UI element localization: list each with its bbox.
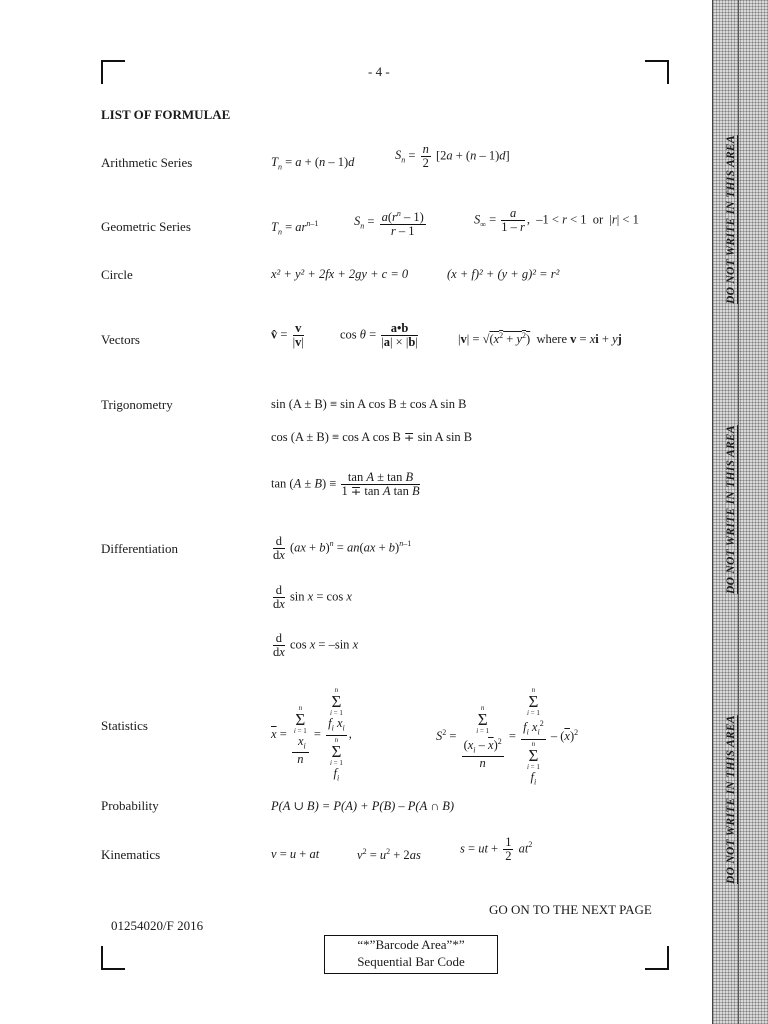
arithmetic-sum: $S_n$ = $\frac{n}{2}$ [2a + (n – 1)d] (395, 142, 510, 170)
vector-dot-product: cos θ = $\frac{a•b}{|a| \times |b|}$ (340, 321, 418, 349)
kinematics-displacement: s = ut + $\frac{1}{2}$ $at^2$ (460, 835, 533, 863)
label-vectors: Vectors (101, 332, 140, 347)
label-arithmetic: Arithmetic Series (101, 155, 193, 170)
margin-warning-middle: DO NOT WRITE IN THIS AREA (725, 425, 737, 595)
label-differentiation: Differentiation (101, 541, 179, 556)
label-kinematics: Kinematics (101, 847, 161, 862)
margin-warning-bottom: DO NOT WRITE IN THIS AREA (725, 715, 737, 885)
page-number: - 4 - (368, 64, 390, 79)
statistics-variance: $S^2$ = n Σ i = 1 $(x_i - \overline{x})^2$ n = n Σ i = 1 $f_i$ $x_i^2$ n Σ i = 1 $f_i$ – $(\overline{x})^2$ (436, 686, 579, 787)
vector-magnitude: $|v| = √(x^2 + y^2)$ where v = xi + yj (458, 331, 622, 347)
geometric-nth-term: $T_n = ar^{n-1}$ (271, 219, 319, 237)
trig-tan-compound: tan (A ± B) ≡ $\frac{\text{tan A ± tan B}}{\text{1 ∓ tan A tan B}}$ (271, 470, 420, 498)
trig-sin-compound: sin (A ± B) ≡ sin A cos B ± cos A sin B (271, 397, 467, 411)
kinematics-velocity: v = u + at (271, 847, 320, 861)
label-geometric: Geometric Series (101, 219, 191, 234)
crop-mark-top-right (645, 60, 669, 84)
label-statistics: Statistics (101, 718, 148, 733)
trig-cos-compound: cos (A ± B) ≡ cos A cos B ∓ sin A sin B (271, 430, 473, 444)
next-page-note: GO ON TO THE NEXT PAGE (489, 902, 652, 917)
arithmetic-nth-term: $T_n = a + (n - 1)d$ (271, 155, 355, 172)
crop-mark-top-left (101, 60, 125, 84)
vector-unit: v̂ = $\frac{v}{|v|}$ (271, 321, 304, 349)
probability-union: P(A ∪ B) = P(A) + P(B) – P(A ∩ B) (271, 799, 455, 813)
statistics-mean: $\overline{x}$ = n Σ i = 1 $x_i$ n = n Σ i = 1 $f_i$ $x_i$ n Σ i = 1 $f_i$ , (271, 686, 352, 782)
circle-standard-equation: (x + f)² + (y + g)² = r² (447, 267, 560, 281)
kinematics-velocity-squared: $v^2 = u^2 + 2as$ (357, 847, 421, 863)
barcode-area (324, 935, 498, 974)
circle-general-equation: x² + y² + 2fx + 2gy + c = 0 (271, 267, 409, 281)
barcode-line-2: Sequential Bar Code (357, 954, 465, 969)
geometric-sum: $S_n$ = $\frac{a(r^n - 1)}{r - 1}$ (354, 209, 424, 239)
crop-mark-bottom-right (645, 946, 669, 970)
margin-warning-top: DO NOT WRITE IN THIS AREA (725, 135, 737, 305)
label-probability: Probability (101, 798, 159, 813)
paper-code: 01254020/F 2016 (111, 918, 204, 933)
diff-sin: $\frac{d}{dx}$ sin x = cos x (273, 583, 352, 611)
page-title: LIST OF FORMULAE (101, 107, 231, 122)
diff-power-rule: $\frac{d}{dx}$ (ax + b)$^n$ = an(ax + b)$^{n-1}$ (273, 534, 412, 562)
diff-cos: $\frac{d}{dx}$ cos x = –sin x (273, 631, 359, 659)
geometric-sum-infinity: $S_\infty$ = $\frac{a}{1 - r}$ , –1 < r < 1 or |r| < 1 (474, 206, 639, 234)
label-trigonometry: Trigonometry (101, 397, 173, 412)
crop-mark-bottom-left (101, 946, 125, 970)
label-circle: Circle (101, 267, 133, 282)
barcode-line-1: “*”Barcode Area”*” (357, 937, 465, 952)
